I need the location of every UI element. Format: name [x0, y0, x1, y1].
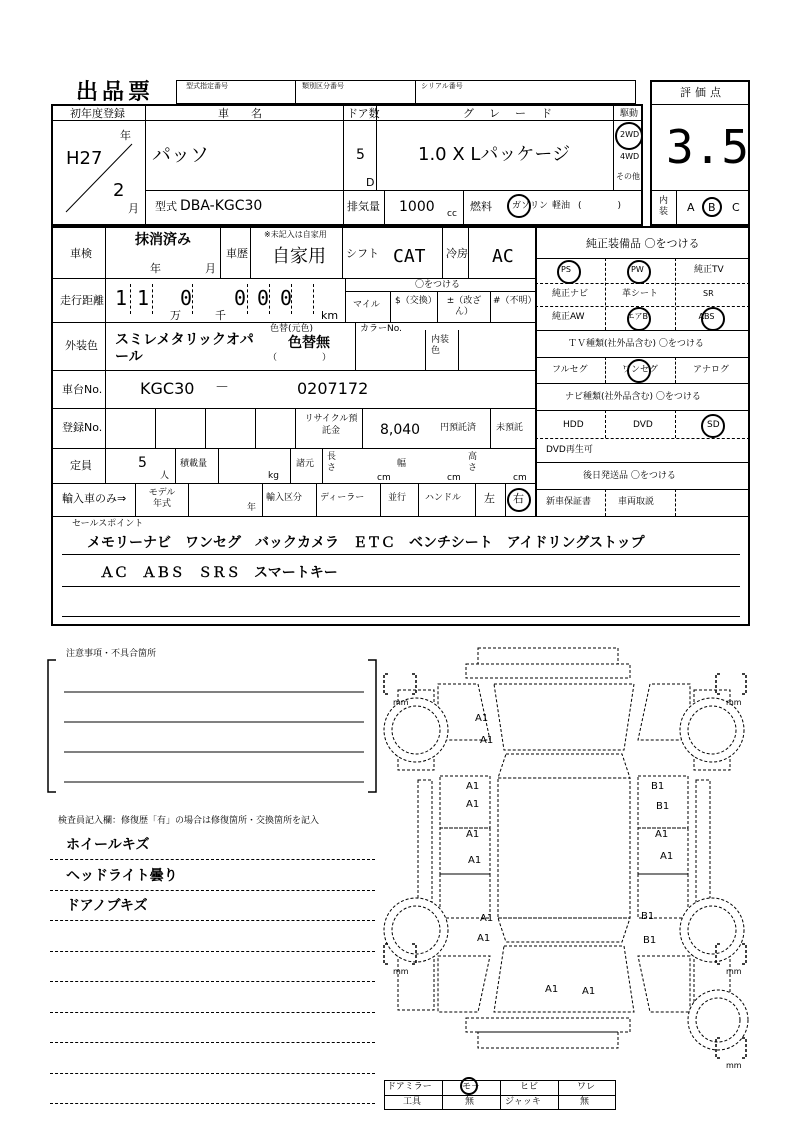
capacity-unit: 人	[160, 471, 170, 481]
displacement-label: 排気量	[347, 200, 380, 213]
inspector-line	[50, 890, 375, 891]
jack-value: 無	[580, 1097, 590, 1107]
circle-mark	[702, 197, 722, 217]
mileage-digit: 0	[257, 286, 270, 310]
doors-label: ドア数	[347, 107, 380, 120]
mileage-digit: 0	[234, 286, 247, 310]
fuel-label: 燃料	[470, 200, 492, 213]
sen-unit: 千	[215, 309, 226, 322]
shift-label: シフト	[346, 247, 379, 260]
serial-label: シリアル番号	[421, 82, 463, 90]
interior-c[interactable]: C	[732, 201, 740, 214]
circle-mark	[701, 414, 725, 438]
chassis-number: 0207172	[297, 379, 369, 398]
history-value: 自家用	[272, 246, 326, 267]
capacity-label: 定員	[70, 459, 92, 472]
height-label: 高さ	[468, 452, 478, 473]
shaken-month-unit: 月	[205, 262, 216, 275]
width-label: 幅	[397, 459, 407, 469]
doors-value: 5	[356, 147, 365, 163]
mileage-digit: 0	[280, 286, 293, 310]
circle-mark	[698, 307, 725, 331]
drive-2wd[interactable]: 2WD	[620, 130, 640, 139]
damage-mark: B1	[641, 911, 655, 922]
year-unit: 年	[120, 129, 131, 142]
car-name: パッソ	[152, 144, 210, 166]
equipment-item[interactable]: 純正TV	[694, 265, 724, 275]
inspector-line	[50, 1042, 375, 1043]
man-unit: 万	[170, 309, 181, 322]
notes-label: 注意事項・不具合箇所	[66, 649, 157, 659]
equipment-item[interactable]: PW	[631, 265, 644, 274]
inspector-line	[50, 1012, 375, 1013]
equipment-item[interactable]: エアB	[626, 312, 648, 321]
digit-divider	[247, 284, 248, 314]
modified-option[interactable]: ±（改ざん）	[446, 296, 482, 317]
cm-unit-3: cm	[513, 473, 527, 483]
equipment-item[interactable]: ABS	[698, 312, 715, 321]
damage-mark: A1	[480, 735, 494, 746]
mm-label-2: mm	[726, 698, 742, 707]
circle-mark	[557, 260, 581, 284]
tv-title: ＴＶ種類(社外品含む) 〇をつける	[568, 339, 704, 349]
dealer-option[interactable]: ディーラー	[320, 493, 365, 503]
circle-mark	[507, 194, 531, 218]
damage-mark: A1	[475, 713, 489, 724]
circle-mark	[627, 359, 651, 383]
cm-unit-1: cm	[377, 473, 391, 483]
model-year-unit: 年	[247, 503, 257, 513]
break-label: ワレ	[577, 1082, 596, 1092]
equipment-item[interactable]: SR	[703, 289, 714, 298]
fuel-gasoline[interactable]: ガソリン	[512, 201, 549, 211]
fuel-diesel[interactable]: 軽油	[552, 201, 571, 211]
capacity-value: 5	[138, 455, 147, 471]
damage-mark: A1	[468, 855, 482, 866]
damage-mark: A1	[660, 851, 674, 862]
interior-color-label: 内装色	[431, 335, 450, 356]
damage-mark: A1	[466, 829, 480, 840]
mm-label-1: mm	[393, 698, 409, 707]
grade-value: 3.5	[666, 120, 750, 174]
grade-label: 評価点	[680, 86, 725, 99]
navi-title: ナビ種類(社外品含む) 〇をつける	[565, 392, 701, 402]
damage-mark: B1	[656, 801, 670, 812]
circle-mark	[627, 260, 651, 284]
mile-option[interactable]: マイル	[353, 300, 380, 310]
inspector-line	[50, 859, 375, 860]
form-title: 出品票	[76, 80, 155, 105]
unknown-option[interactable]: #（不明）	[493, 296, 537, 306]
damage-mark: B1	[643, 935, 657, 946]
tv-oneseg[interactable]: ワンセグ	[622, 365, 659, 375]
navi-hdd[interactable]: HDD	[563, 420, 584, 430]
handle-left[interactable]: 左	[484, 492, 495, 505]
model-year-label: モデル年式	[148, 488, 176, 509]
damage-mark: A1	[545, 984, 559, 995]
dims-label: 諸元	[296, 459, 315, 469]
damage-mark: A1	[655, 829, 669, 840]
crack-label: ヒビ	[520, 1082, 539, 1092]
month-unit: 月	[128, 202, 139, 215]
car-name-label: 車 名	[218, 107, 262, 120]
interior-a[interactable]: A	[687, 201, 695, 214]
mm-label-3: mm	[393, 967, 409, 976]
tools-label: 工具	[403, 1097, 422, 1107]
shift-value: CAT	[393, 246, 426, 267]
later-title: 後日発送品 〇をつける	[583, 471, 676, 481]
shaken-year-unit: 年	[150, 262, 161, 275]
load-label: 積載量	[180, 459, 208, 469]
digit-divider	[313, 284, 314, 314]
mirror-label: ドアミラー	[387, 1082, 432, 1092]
mm-label-4: mm	[726, 967, 742, 976]
chassis-prefix: KGC30	[140, 379, 195, 398]
recycle-unpaid[interactable]: 未預託	[496, 423, 524, 433]
mm-label-5: mm	[726, 1061, 742, 1070]
mileage-digit: 1	[137, 286, 150, 310]
circle-mark	[627, 307, 651, 331]
mirror-value: モ－	[462, 1082, 481, 1092]
inspector-line	[50, 1103, 375, 1104]
mileage-label: 走行距離	[60, 294, 104, 307]
type-designation-label: 型式指定番号	[186, 82, 228, 90]
grade-text: 1.0 X Lパッケージ	[418, 144, 571, 165]
equipment-title: 純正装備品 〇をつける	[586, 237, 700, 250]
digit-divider	[130, 284, 131, 314]
equipment-item[interactable]: 純正ナビ	[552, 289, 589, 299]
drive-4wd[interactable]: 4WD	[620, 152, 640, 161]
first-reg-year: H27	[66, 148, 103, 169]
damage-mark: A1	[466, 781, 480, 792]
inspector-line-text: ドアノブキズ	[66, 898, 148, 914]
handle-label: ハンドル	[425, 493, 462, 503]
sales-label: セールスポイント	[72, 519, 144, 529]
length-label: 長さ	[327, 452, 337, 473]
damage-mark: A1	[480, 913, 494, 924]
sales-line-2: ＡＣ ＡＢＳ ＳＲＳ スマートキー	[100, 565, 338, 581]
model-label: 型式	[155, 200, 177, 213]
equipment-item[interactable]: 革シート	[622, 289, 659, 299]
import-type-label: 輸入区分	[266, 493, 303, 503]
digit-divider	[269, 284, 270, 314]
navi-dvd[interactable]: DVD	[633, 420, 653, 430]
damage-mark: A1	[477, 933, 491, 944]
navi-sd[interactable]: SD	[707, 420, 720, 430]
history-note: ※未記入は自家用	[264, 230, 327, 239]
inspector-line	[50, 981, 375, 982]
digit-divider	[152, 284, 153, 314]
reg-label: 登録No.	[62, 421, 103, 434]
drive-label: 駆動	[620, 109, 639, 119]
notes-box	[46, 656, 381, 796]
drive-other[interactable]: その他	[616, 172, 640, 181]
date-slash	[62, 140, 138, 216]
inspector-line	[50, 920, 375, 921]
model-value: DBA-KGC30	[180, 198, 263, 214]
interior-label: 内装	[659, 196, 669, 217]
color-change-value: 色替無	[288, 335, 330, 351]
category-label: 類別区分番号	[302, 82, 344, 90]
fuel-other: ( )	[578, 201, 622, 211]
first-reg-month: 2	[113, 180, 125, 201]
equipment-item[interactable]: 純正AW	[552, 312, 585, 322]
recycle-value: 8,040	[380, 422, 421, 438]
circle-mark	[507, 488, 531, 512]
inspector-line	[50, 951, 375, 952]
header-fields	[176, 80, 636, 104]
exchange-option[interactable]: $（交換）	[395, 296, 437, 306]
later-manual[interactable]: 車両取説	[618, 497, 655, 507]
parallel-option[interactable]: 並行	[388, 493, 407, 503]
mileage-digit: 1	[115, 286, 128, 310]
inspector-line-text: ホイールキズ	[66, 837, 150, 853]
circle-mark	[460, 1077, 481, 1095]
damage-mark: B1	[651, 781, 665, 792]
shaken-label: 車検	[70, 247, 92, 260]
shaken-value: 抹消済み	[135, 232, 191, 248]
tv-analog[interactable]: アナログ	[693, 365, 730, 375]
chassis-dash: －	[215, 380, 229, 396]
tv-fullseg[interactable]: フルセグ	[552, 365, 588, 375]
jack-label: ジャッキ	[505, 1097, 541, 1107]
history-label: 車歴	[226, 247, 248, 260]
handle-right[interactable]: 右	[513, 492, 524, 505]
kg-unit: kg	[268, 471, 279, 481]
inspector-line-text: ヘッドライト曇り	[66, 867, 178, 884]
sales-line-1: メモリーナビ ワンセグ バックカメラ ＥＴＣ ベンチシート アイドリングストップ	[87, 535, 645, 551]
cm-unit-2: cm	[447, 473, 461, 483]
color-label: 外装色	[65, 339, 98, 352]
color-no-label: カラーNo.	[360, 324, 402, 334]
interior-b[interactable]: B	[708, 201, 716, 214]
later-warranty[interactable]: 新車保証書	[546, 497, 592, 507]
circle-mark	[615, 122, 643, 150]
aircon-value: AC	[492, 246, 514, 267]
color-change-label: 色替(元色)	[270, 324, 314, 334]
aircon-label: 冷房	[446, 247, 468, 260]
car-diagram	[378, 640, 750, 1060]
chassis-label: 車台No.	[62, 383, 103, 396]
digit-divider	[192, 284, 193, 314]
color-change-paren: （ ）	[268, 353, 332, 363]
doors-suffix: D	[366, 176, 375, 189]
color-value: スミレメタリックオパール	[115, 332, 254, 365]
grade-col-label: グ レ ー ド	[463, 107, 554, 120]
damage-mark: A1	[466, 799, 480, 810]
mileage-circle-note: 〇をつける	[415, 280, 461, 290]
navi-dvd-playback[interactable]: DVD再生可	[546, 445, 593, 455]
damage-mark: A1	[582, 986, 596, 997]
mileage-digit: 0	[180, 286, 193, 310]
import-label: 輸入車のみ⇒	[62, 492, 127, 505]
inspector-line	[50, 1073, 375, 1074]
first-reg-label: 初年度登録	[70, 107, 125, 120]
displacement-value: 1000	[399, 199, 435, 215]
tools-value: 無	[465, 1097, 475, 1107]
km-unit: km	[321, 309, 339, 322]
recycle-label: リサイクル預託金	[304, 414, 358, 436]
cc-unit: cc	[447, 209, 457, 219]
equipment-item[interactable]: PS	[561, 265, 571, 274]
recycle-paid[interactable]: 円預託済	[440, 423, 477, 433]
inspector-label: 検査員記入欄：修復歴「有」の場合は修復箇所・交換箇所を記入	[58, 816, 320, 826]
